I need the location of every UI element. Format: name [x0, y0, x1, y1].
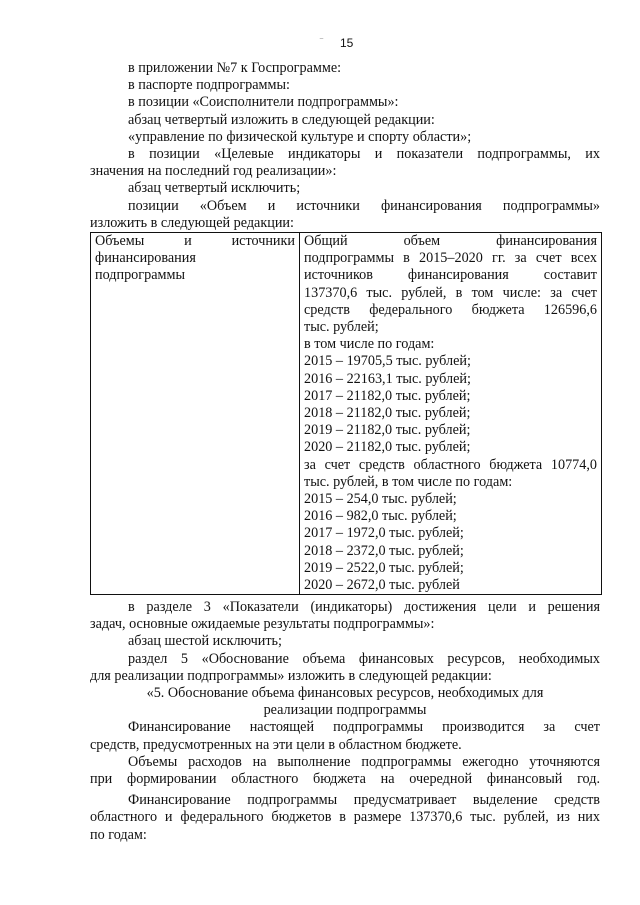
right-line-10: 2017 – 21182,0 тыс. рублей;: [304, 387, 471, 404]
allocation-line-2: областного и федерального бюджетов в размере 137370,6 тыс. рублей, из них: [90, 809, 600, 826]
heading5-line-2: реализации подпрограммы: [263, 702, 427, 719]
regional-line-6: 2018 – 2372,0 тыс. рублей;: [304, 542, 464, 559]
regional-line-7: 2019 – 2522,0 тыс. рублей;: [304, 559, 464, 576]
section5-line-2: для реализации подпрограммы» изложить в следующей редакции:: [90, 667, 492, 684]
right-line-8: 2015 – 19705,5 тыс. рублей;: [304, 353, 471, 370]
funding-line-2: средств, предусмотренных на эти цели в областном бюджете.: [90, 736, 462, 753]
after-table-block: [90, 599, 600, 844]
volumes-line-2: при формировании областного бюджета на очередной финансовый год.: [90, 771, 600, 788]
volume-line-1: позиции «Объем и источники финансирования подпрограммы»: [128, 197, 600, 214]
page-mark: ‾: [320, 38, 323, 48]
table-right-cell: [300, 233, 602, 595]
regional-line-4: 2016 – 982,0 тыс. рублей;: [304, 508, 457, 525]
left-cell-line-3: подпрограммы: [95, 267, 185, 284]
right-line-12: 2019 – 21182,0 тыс. рублей;: [304, 422, 471, 439]
delete-paragraph-6: абзац шестой исключить;: [128, 633, 282, 650]
intro-block: [90, 60, 600, 232]
right-line-6: тыс. рублей;: [304, 319, 379, 336]
regional-line-3: 2015 – 254,0 тыс. рублей;: [304, 491, 457, 508]
right-line-2: подпрограммы в 2015–2020 гг. за счет всех: [304, 250, 597, 267]
regional-line-1: за счет средств областного бюджета 10774,0: [304, 456, 597, 473]
left-cell-line-2: финансирования: [95, 250, 196, 267]
right-line-11: 2018 – 21182,0 тыс. рублей;: [304, 405, 471, 422]
regional-line-8: 2020 – 2672,0 тыс. рублей: [304, 577, 460, 594]
allocation-line-1: Финансирование подпрограммы предусматривает выделение средств: [128, 792, 600, 809]
intro-line-5: «управление по физической культуре и спорту области»;: [128, 128, 472, 145]
section3-line-1: в разделе 3 «Показатели (индикаторы) достижения цели и решения: [128, 599, 600, 615]
right-line-5: средств федерального бюджета 126596,6: [304, 301, 597, 318]
indicators-line-2: значения на последний год реализации»:: [90, 163, 337, 180]
right-line-9: 2016 – 22163,1 тыс. рублей;: [304, 370, 471, 387]
volume-line-2: изложить в следующей редакции:: [90, 214, 294, 231]
intro-line-3: в позиции «Соисполнители подпрограммы»:: [128, 94, 399, 111]
section5-line-1: раздел 5 «Обоснование объема финансовых ресурсов, необходимых: [128, 650, 600, 667]
regional-line-2: тыс. рублей, в том числе по годам:: [304, 473, 513, 490]
intro-line-1: в приложении №7 к Госпрограмме:: [128, 60, 342, 76]
delete-paragraph-4: абзац четвертый исключить;: [128, 180, 301, 197]
table-left-cell: [91, 233, 300, 595]
right-line-3: источников финансирования составит: [304, 267, 597, 284]
right-line-1: Общий объем финансирования: [304, 233, 597, 249]
funding-sources-table: [90, 232, 602, 595]
right-line-13: 2020 – 21182,0 тыс. рублей;: [304, 439, 471, 456]
left-cell-line-1: Объемы и источники: [95, 233, 295, 249]
regional-line-5: 2017 – 1972,0 тыс. рублей;: [304, 525, 464, 542]
intro-line-4: абзац четвертый изложить в следующей редакции:: [128, 111, 435, 128]
heading5-line-1: «5. Обоснование объема финансовых ресурсов, необходимых для: [146, 685, 544, 702]
intro-line-2: в паспорте подпрограммы:: [128, 77, 290, 94]
section3-line-2: задач, основные ожидаемые результаты подпрограммы»:: [90, 616, 435, 633]
table-row: [91, 233, 602, 595]
right-line-4: 137370,6 тыс. рублей, в том числе: за счет: [304, 284, 597, 301]
right-line-7: в том числе по годам:: [304, 336, 435, 353]
page-number: 15: [340, 36, 354, 50]
volumes-line-1: Объемы расходов на выполнение подпрограммы ежегодно уточняются: [128, 753, 600, 770]
funding-line-1: Финансирование настоящей подпрограммы производится за счет: [128, 719, 600, 736]
allocation-line-3: по годам:: [90, 826, 147, 843]
indicators-line-1: в позиции «Целевые индикаторы и показатели подпрограммы, их: [128, 146, 600, 163]
